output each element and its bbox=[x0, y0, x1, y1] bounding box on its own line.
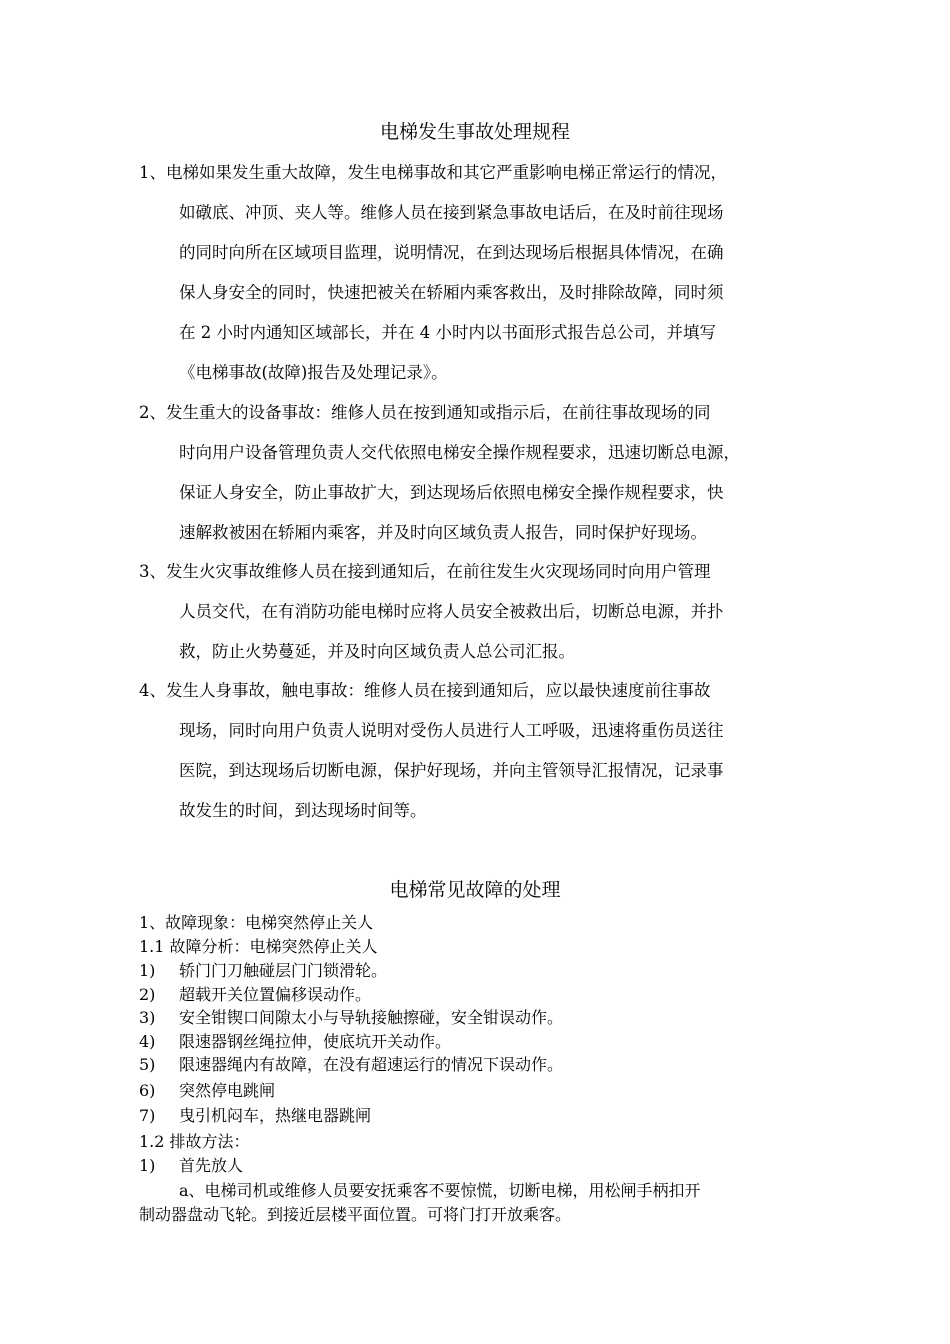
section1-item-4 bbox=[139, 678, 839, 838]
list-number: 4) bbox=[139, 1031, 156, 1051]
list-text: 限速器绳内有故障，在没有超速运行的情况下误动作。 bbox=[179, 1055, 564, 1074]
analysis-heading: 1.1 故障分析：电梯突然停止关人 bbox=[139, 937, 378, 956]
section1-title: 电梯发生事故处理规程 bbox=[379, 121, 570, 143]
method-detail-line: 制动器盘动飞轮。到接近层楼平面位置。可将门打开放乘客。 bbox=[139, 1205, 572, 1224]
section2-title: 电梯常见故障的处理 bbox=[389, 879, 561, 901]
paragraph-line: 现场，同时向用户负责人说明对受伤人员进行人工呼吸，迅速将重伤员送往 bbox=[179, 721, 724, 740]
list-text: 曳引机闷车，热继电器跳闸 bbox=[179, 1106, 372, 1125]
list-number: 5) bbox=[139, 1055, 156, 1074]
paragraph-line: 人员交代，在有消防功能电梯时应将人员安全被救出后，切断总电源，并扑 bbox=[179, 602, 724, 621]
list-text: 轿门门刀触碰层门门锁滑轮。 bbox=[179, 961, 388, 980]
list-text: 超载开关位置偏移误动作。 bbox=[179, 984, 372, 1004]
paragraph-line: 如礅底、冲顶、夹人等。维修人员在接到紧急事故电话后，在及时前往现场 bbox=[179, 203, 724, 222]
fault-section bbox=[139, 911, 839, 1227]
method-heading: 1.2 排故方法： bbox=[139, 1131, 250, 1151]
paragraph-line: 4、发生人身事故，触电事故：维修人员在接到通知后，应以最快速度前往事故 bbox=[139, 681, 711, 700]
method-detail-line: a、电梯司机或维修人员要安抚乘客不要惊慌，切断电梯，用松闸手柄扣开 bbox=[179, 1181, 701, 1200]
list-number: 2) bbox=[139, 984, 156, 1004]
section1-item-2 bbox=[139, 400, 839, 560]
list-item bbox=[139, 1006, 839, 1030]
paragraph-line: 救，防止火势蔓延，并及时向区域负责人总公司汇报。 bbox=[179, 642, 575, 661]
paragraph-line: 2、发生重大的设备事故：维修人员在按到通知或指示后，在前往事故现场的同 bbox=[139, 403, 711, 422]
paragraph-line: 的同时向所在区域项目监理，说明情况，在到达现场后根据具体情况，在确 bbox=[179, 243, 724, 262]
list-item bbox=[139, 1079, 839, 1103]
list-number: 6) bbox=[139, 1080, 156, 1100]
list-number: 3) bbox=[139, 1008, 156, 1027]
list-text: 突然停电跳闸 bbox=[179, 1080, 276, 1100]
paragraph-line: 保证人身安全，防止事故扩大，到达现场后依照电梯安全操作规程要求，快 bbox=[179, 483, 724, 502]
list-text: 限速器钢丝绳拉伸，使底坑开关动作。 bbox=[179, 1031, 452, 1051]
list-item bbox=[139, 959, 839, 983]
list-text: 首先放人 bbox=[179, 1155, 244, 1175]
list-item bbox=[139, 1104, 839, 1128]
paragraph-line: 时向用户设备管理负责人交代依照电梯安全操作规程要求，迅速切断总电源， bbox=[179, 443, 740, 462]
list-item bbox=[139, 1030, 839, 1054]
section1-item-3 bbox=[139, 559, 839, 679]
list-number: 1) bbox=[139, 1155, 156, 1175]
paragraph-line: 速解救被困在轿厢内乘客，并及时向区域负责人报告，同时保护好现场。 bbox=[179, 523, 707, 542]
list-item bbox=[139, 1053, 839, 1077]
list-number: 7) bbox=[139, 1106, 156, 1125]
paragraph-line: 在 2 小时内通知区域部长，并在 4 小时内以书面形式报告总公司，并填写 bbox=[179, 323, 716, 342]
paragraph-line: 1、电梯如果发生重大故障，发生电梯事故和其它严重影响电梯正常运行的情况， bbox=[139, 163, 727, 182]
paragraph-line: 故发生的时间，到达现场时间等。 bbox=[179, 801, 427, 820]
paragraph-line: 保人身安全的同时，快速把被关在轿厢内乘客救出，及时排除故障，同时须 bbox=[179, 283, 724, 302]
list-text: 安全钳锲口间隙太小与导轨接触擦碰，安全钳误动作。 bbox=[179, 1008, 564, 1027]
section1-item-1 bbox=[139, 160, 839, 400]
fault-heading: 1、故障现象：电梯突然停止关人 bbox=[139, 913, 374, 932]
paragraph-line: 3、发生火灾事故维修人员在接到通知后，在前往发生火灾现场同时向用户管理 bbox=[139, 562, 711, 581]
list-item bbox=[139, 1154, 839, 1178]
list-item bbox=[139, 983, 839, 1007]
paragraph-line: 医院，到达现场后切断电源，保护好现场，并向主管领导汇报情况，记录事 bbox=[179, 761, 724, 780]
paragraph-line: 《电梯事故(故障)报告及处理记录》。 bbox=[179, 363, 448, 382]
list-number: 1) bbox=[139, 961, 156, 980]
